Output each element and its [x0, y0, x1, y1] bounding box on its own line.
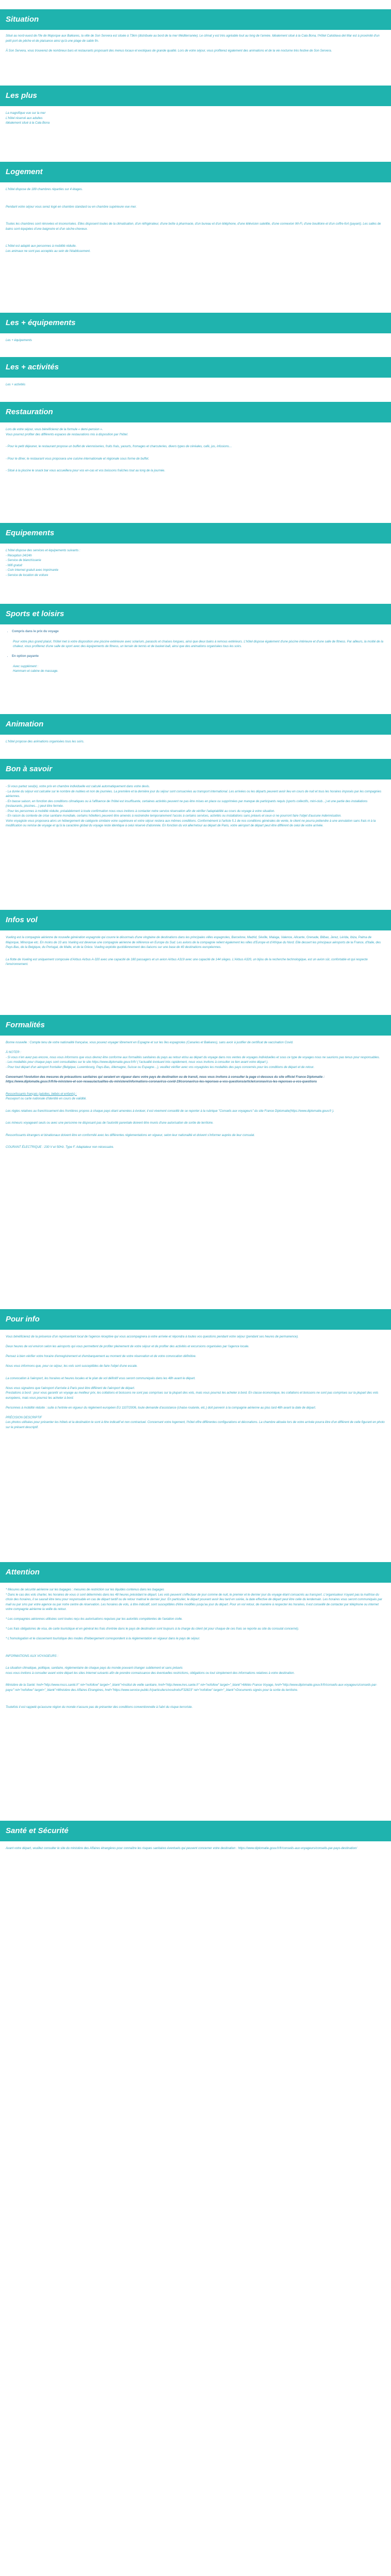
- paragraph: INFORMATIONS AUX VOYAGEURS :: [6, 1654, 59, 1658]
- paragraph: Toutefois il est rappelé qu'aucune région du monde n'assure pas de présenter des conditions conventionnelle à l'abri du risque terroriste.: [6, 1706, 193, 1709]
- activites-plus-content: [6, 383, 385, 393]
- plus-content: [6, 111, 385, 126]
- logement-content: [6, 188, 385, 259]
- sante-content: [6, 1846, 385, 1856]
- paragraph: Hammam et cabine de massage.: [13, 670, 59, 673]
- paragraph: Nous vous signalons que l'aéroport d'arrivée à Paris peut être différent de l'aéroport de départ.: [6, 1386, 135, 1390]
- sports-content: [6, 630, 385, 679]
- paragraph: - En raison du contexte de crise sanitaire mondiale, certains hôtelliers peuvent être amenés à restreindre temporairement l'accès à certains services, activités ou installations sans préavis et ceux-ci ne pourront faire l'objet d'aucune indemnisation.: [6, 815, 342, 818]
- section-title: Infos vol: [6, 916, 38, 924]
- paragraph: - Pour le dîner, le restaurant vous proposera une cuisine internationale et régionale sous forme de buffet.: [6, 457, 150, 461]
- paragraph: Vous pourrez profiter des différents espaces de restaurations mis à disposition par l'hôtel.: [6, 433, 128, 436]
- paragraph: Vous bénéficierez de la présence d'un représentant local de l'agence réceptive qui vous accompagnera à votre arrivée et répondra à toutes vos questions pendant votre séjour (pendant ses heures de permanence).: [6, 1335, 299, 1338]
- situation-content: [6, 34, 385, 59]
- section-title: Attention: [6, 1568, 40, 1577]
- list-item: - Wifi gratuit: [6, 564, 22, 567]
- paragraph: À NOTER :: [6, 1051, 22, 1054]
- paragraph: Situé au nord-ouest de l'île de Majorque aux Baléares, la ville de Son Servera est située à 73km (distribuée au bord de la mer Méditerranée). Le climat y est très agréable tout au long de l'année. Idéalement situé à la Cala Bona, l'Hôtel Caloblava del Mar est à proximité d'un petit port de pêche et de plaisance ainsi qu'à une plage de sable fin.: [6, 35, 380, 43]
- section-header-animation: [0, 714, 391, 735]
- section-title: Logement: [6, 167, 43, 176]
- paragraph: * Les frais obligatoires de visa, de carte touristique et en général les frais d'entrée dans le pays de destination sont toujours à la charge du client (et pour chaque de ces frais se reporte au site du consulat concerné).: [6, 1628, 299, 1631]
- paragraph: COURANT ÉLECTRIQUE : 230 V et 50Hz. Type F. Adaptateur non nécessaire.: [6, 1146, 114, 1149]
- section-header-sante: [0, 1821, 391, 1841]
- section-title: Santé et Sécurité: [6, 1826, 69, 1835]
- paragraph: * Dans le cas des vols charter, les horaires de vous ci sont déterminés dans les 48 heures précédant le départ. Les vols peuvent s'effectuer de jour comme de nuit, le premier et le dernier jour du voyage étant consacrés au transport. L'organisateur n'ayant pas la maîtrise du choix des horaires, il se saurait être tenu pour responsable en cas de départ tardif ou de retour matinal le dernier jour. En particulier, le départ pouvant avoir lieu tard en soirée, la date effective de départ peut être celle du lendemain. Les horaires vous seront communiqués par mail ou par sms par votre agence ou par notre centre de réservation. Les horaires de vols, à titre indicatif, sont susceptibles d'être modifiés jusqu'au jour du départ. Pour un vol retour, de manière à respecter les horaires, il est conseillé de contacter par téléphone ou internet votre compagnie aérienne la veille du retour.: [6, 1593, 382, 1611]
- paragraph: - En basse saison, en fonction des conditions climatiques ou à l'affluence de l'hôtel est insuffisante, certaines activités peuvent ne pas être mises en place ou supprimées par manque de participants requis (sports collectifs, mini-club…) et une partie des installations (restaurants, piscines…) peut être fermée.: [6, 800, 368, 808]
- section-header-sports: [0, 604, 391, 624]
- paragraph: L'hôtel dispose des services et équipements suivants :: [6, 549, 80, 552]
- section-title: Les + activités: [6, 363, 59, 371]
- list-item: - Réception 24/24h: [6, 554, 32, 557]
- section-header-formalites: [0, 1015, 391, 1036]
- section-header-restauration: [0, 402, 391, 422]
- paragraph: Toutes les chambres sont rénovées et insonorisées. Elles disposent toutes de la climatisation, d'un réfrigérateur, d'une boîte à pharmacie, d'un bureau et d'un téléphone, d'une télévision satellite, d'une connexion Wi-Fi, d'une bouilloire et d'un coffre-fort (payant). Les salles de bains sont équipées d'une baignoire et d'un sèche-cheveux.: [6, 223, 381, 231]
- equipements-content: [6, 549, 385, 578]
- section-title: Les + équipements: [6, 318, 76, 327]
- paragraph: Ressortissants étrangers et binationaux doivent être en conformité avec les différentes réglementations en vigueur, selon leur nationalité et doivent s'informer auprès de leur consulat.: [6, 1133, 255, 1137]
- subheading: • Compris dans le prix du voyage: [12, 630, 385, 635]
- section-header-savoir: [0, 759, 391, 779]
- paragraph: Concernant l'évolution des mesures de précautions sanitaires qui seraient en vigueur dans votre pays de destination ou de transit, nous vous invitons à consulter la page ci-dessous du site officiel France Diplomatie :: [6, 1075, 325, 1079]
- equipements-plus-content: [6, 338, 385, 348]
- restauration-content: [6, 428, 385, 479]
- paragraph: La situation climatique, politique, sanitaire, réglementaire de chaque pays du monde pouvant changer subitement et sans préavis: [6, 1667, 183, 1670]
- paragraph: - La durée du séjour est calculée sur le nombre de nuitées et non de journées. La première et la dernière jour du séjour sont consacrées au transport international. Les arrivées ou les départs peuvent avoir lieu en cours de nuit et tous les horaires imposés par les compagnies aériennes.: [6, 790, 382, 798]
- paragraph[interactable]: * Mesures de sécurité aérienne sur les bagages : mesures de restriction sur les liquides contenus dans les bagages: [6, 1588, 165, 1591]
- paragraph: Passeport ou carte nationale d'identité en cours de validité.: [6, 1097, 87, 1100]
- section-header-logement: [0, 162, 391, 182]
- paragraph: À Son Servera, vous trouverez de nombreux bars et restaurants proposant des menus locaux et exotiques de grande qualité. Lors de votre séjour, vous profiterez également des animations et de la vie nocturne très festive de Son Servera.: [6, 49, 332, 53]
- paragraph: Avant votre départ, veuillez consulter le site du ministère des Affaires étrangères pour connaître les risques sanitaires éventuels qui peuvent concerner votre destination : https://www.diplomatie.gouv.fr/fr/conseils-aux-voyageurs/conseils-par-pays-destination/: [6, 1847, 357, 1850]
- section-title: Restauration: [6, 408, 53, 416]
- section-title: Animation: [6, 720, 44, 728]
- list-item: - Service de location de voiture: [6, 573, 48, 577]
- paragraph: nous vous invitons à consulter avant votre départ les sites Internet suivants afin de prendre connaissance des éventuelles restrictions, obligations ou tout simplement des informations relatives à votre destination.: [6, 1671, 295, 1675]
- paragraph: Bonne nouvelle : Compte tenu de votre nationalité française, vous pouvez voyager librement en Espagne et sur les îles espagnoles (Canaries et Baléares), sans avoir à justifier de certificat de vaccination Covid.: [6, 1041, 294, 1044]
- paragraph: Les règles relatives au franchissement des frontières propres à chaque pays étant amenées à évoluer, il est vivement conseillé de se reporter à la rubrique "Conseils aux voyageurs" du site France Diplomatie(https://www.diplomatie.gouv.fr ).: [6, 1109, 334, 1113]
- paragraph: Vueling est la compagnie aérienne de nouvelle génération espagnole qui couvre le désormais d'une vingtaine de destinations dans les principales villes espagnoles, Barcelone, Madrid, Séville, Malaga, Valence, Alicante, Grenade, Bilbao, Jerez, Lérida, Ibiza, Palma de Majorque, Minorque etc. En moins de 10 ans Vueling est devenue une compagnie aérienne de référence en Europe du Sud. Les avions de la compagnie relient également les villes d'Europe et d'Afrique du Nord. Elle dessert les principaux aéroports de la France, d'Italie, des Pays-Bas, de la Belgique, du Portugal, de Malte, et de la Grèce. Vueling exploite quotidiennement des liaisons sur une base de 40 destinations européennes.: [6, 936, 381, 949]
- paragraph: Prestations à bord : pour vous garantir un voyage au meilleur prix, les collations et boissons ne sont pas comprises sur la plupart des vols, mais vous pourrez les acheter à bord. En classe économique, les collations et boissons ne sont pas comprises sur la plupart des vols européens, mais vous pourrez les acheter à bord.: [6, 1392, 379, 1400]
- paragraph: Les + activités: [6, 383, 26, 386]
- paragraph: - Si vous partez seul(e), votre prix en chambre individuelle est calculé automatiquement dans votre devis.: [6, 785, 150, 788]
- list-item: - Service de blanchisserie: [6, 559, 41, 562]
- paragraph: Ressortissants français (adultes, bébés et enfants) :: [6, 1092, 77, 1096]
- paragraph: Votre voyagiste vous proposera alors un hébergement de catégorie similaire voire supérieure et votre séjour restera aux mêmes conditions. Conformément à l'article 5.1 de nos conditions générales de vente, le client ne pourra prétendre à une annulation sans frais ni à la modification ou remise de voyage et qu'à la caractère global du voyage reste identique à celui réservé d'abonnée. En fonction du vol aller/retour au départ de Paris, votre aéroport de départ peut être différent de celui de votre arrivée.: [6, 819, 376, 827]
- paragraph: Les + équipements: [6, 339, 32, 342]
- paragraph: L'hôtel est adapté aux personnes à mobilité réduite.: [6, 245, 77, 248]
- list-item: La magnifique vue sur la mer: [6, 112, 46, 115]
- paragraph: Pendant votre séjour vous serez logé en chambre standard ou en chambre supérieure vue mer.: [6, 205, 137, 209]
- section-header-vol: [0, 910, 391, 930]
- useful-links[interactable]: Ministère de la Santé: href="http://www.mscs.santé.fr" rel="nofollow" target="_blank">Institut de veille sanitaire, href="http://www.invs.sante.fr" rel="nofollow" target="_blank">Météo France Voyage, href="http://www.diplomatie.gouv.fr/fr/conseils-aux-voyageurs/conseils-par-pays/" rel="nofollow" target="_blank">Ministère des Affaires Etrangères, href="https://www.service-public.fr/particuliers/vosdroits/F32823" rel="nofollow" target="_blank">Documents signés pour la sortie du territoire.: [6, 1684, 378, 1692]
- subheading: • En option payante: [12, 654, 385, 659]
- paragraph: - Si vous n'en avez pas encore, nous vous informons que vous devrez être conforme aux formalités sanitaires du pays au retour et/ou au départ du voyage dans nos ventes de voyages individuelles et sous ce type de voyages nous ne saurions pas tenus pour responsables.: [6, 1056, 380, 1059]
- paragraph: La convocation à l'aéroport, les horaires et heures locales et le plan de vol définitif vous seront communiqués dans les 48h avant le départ.: [6, 1377, 196, 1380]
- vol-content: [6, 936, 385, 972]
- paragraph: PRÉCISION DESCRIPTIF: [6, 1416, 42, 1419]
- section-title: Formalités: [6, 1021, 45, 1029]
- section-header-activites-plus: [0, 357, 391, 378]
- paragraph: Personnes à mobilité réduite : suite à l'entrée en vigueur du règlement européen EU 1107/2006, toute demande d'assistance (chaise roulante, etc.) doit parvenir à la compagnie aérienne au plus tard 48h avant la date de départ.: [6, 1406, 316, 1410]
- section-header-pourinfo: [0, 1309, 391, 1330]
- section-header-plus: [0, 86, 391, 106]
- savoir-content: [6, 785, 385, 834]
- list-item: Idéalement situé à la Cala Bona: [6, 122, 50, 125]
- paragraph: Les animaux ne sont pas acceptés au sein de l'établissement.: [6, 249, 91, 253]
- section-title: Equipements: [6, 529, 55, 537]
- paragraph: Nous vous informons que, pour ce séjour, les vols sont susceptibles de faire l'objet d'une escale.: [6, 1365, 138, 1368]
- animation-content: [6, 740, 385, 750]
- paragraph: Pensez à bien vérifier votre horaire d'enregistrement et d'embarquement au moment de votre réservation et de votre convocation définitive.: [6, 1355, 197, 1358]
- paragraph: Lors de votre séjour, vous bénéficierez de la formule « demi-pension ».: [6, 428, 103, 431]
- paragraph: * Les compagnies aériennes utilisées sont toutes reçu les autorisations requises par les autorités compétentes de l'aviation civile.: [6, 1618, 183, 1621]
- section-header-equipements: [0, 523, 391, 544]
- paragraph: Avec supplément :: [13, 665, 39, 668]
- section-title: Situation: [6, 15, 39, 24]
- paragraph: L'hôtel propose des animations organisées tous les soirs.: [6, 740, 85, 743]
- formalites-content: [6, 1041, 385, 1155]
- list-item: - Coin Internet gratuit avec imprimante: [6, 569, 59, 572]
- section-title: Bon à savoir: [6, 765, 53, 773]
- paragraph: - Pour tout départ d'un aéroport frontalier (Belgique, Luxembourg, Pays-Bas, Allemagne, Suisse ou Espagne…), veuillez vérifier avec vos voyagistes les modalités des pays concernés pour les conditions de départ et de retour.: [6, 1065, 315, 1069]
- section-title: Sports et loisirs: [6, 609, 64, 618]
- paragraph: L'hôtel dispose de 189 chambres réparties sur 4 étages.: [6, 188, 83, 191]
- section-header-situation: [0, 9, 391, 30]
- pourinfo-content: [6, 1335, 385, 1435]
- paragraph: Deux heures de vol environ selon les aéroports qui vous permettent de profiter pleinement de votre séjour et de profiter des activités et excursions organisées par l'agence locale.: [6, 1345, 250, 1348]
- paragraph: Les mineurs voyageant seuls ou avec une personne ne disposant pas de l'autorité parentale doivent être munis d'une autorisation de sortie de territoire.: [6, 1122, 214, 1125]
- section-title: Les plus: [6, 91, 37, 100]
- paragraph: Les photos utilisées pour présenter les hôtels et la destination le sont à titre indicatif et non contractuel. Concernant votre logement, l'hôtel offre différentes configurations et décorations. La chambre allouée lors de votre arrivée pourra être d'un différent de celle figurant en photo sur le présent descriptif.: [6, 1421, 385, 1429]
- list-item: L'hôtel réservé aux adultes: [6, 116, 43, 120]
- paragraph: - Les modalités pour chaque pays sont consultables sur le site https://www.diplomatie.gouv.fr/fr/ ( l'actualité évoluant très rapidement, nous vous invitons à consulter ce lien avant votre départ ).: [6, 1061, 269, 1064]
- attention-content: [6, 1588, 385, 1715]
- paragraph: - Situé à la piscine le snack bar vous accueillera pour vos en-cas et vos boissons fraîches tout au long de la journée.: [6, 469, 166, 472]
- section-title: Pour info: [6, 1315, 40, 1324]
- paragraph: La flotte de Vueling est uniquement composée d'Airbus Airbus A-320 avec une capacité de 180 passagers et un avion Airbus A319 avec une capacité de 144 sièges. L'Airbus A320, un bijou de la recherche technologique, est un avion sûr, confortable et qui respecte l'environnement.: [6, 958, 368, 966]
- paragraph: Pour votre plus grand plaisir, l'hôtel met à votre disposition une piscine extérieure avec solarium, parasols et chaises longues, ainsi que deux bains à remous extérieurs. L'hôtel dispose également d'une piscine intérieure et d'une salle de fitness. Par ailleurs, la moitié de la chaleur, vous profiterez d'une salle de sport avec des équipements de fitness, un terrain de tennis et de basket-ball, ainsi que des animations organisées tous les soirs.: [13, 640, 383, 648]
- section-header-attention: [0, 1562, 391, 1583]
- diplomatie-link[interactable]: https://www.diplomatie.gouv.fr/fr/le-ministere-et-son-reseau/actualites-du-ministere/informations-coronavirus-covid-19/coronavirus-les-reponses-a-vos-questions/article/coronavirus-les-reponses-a-vos-questions: [6, 1080, 317, 1083]
- paragraph: - Pour les personnes à mobilité réduite, préalablement à toute confirmation nous vous invitons à contacter notre service réservation afin de vérifier l'adaptabilité au cours du voyage à votre situation.: [6, 809, 275, 813]
- paragraph: - Pour le petit déjeuner, le restaurant propose un buffet de viennoiseries, fruits frais, yaourts, fromages et charcuteries, divers types de céréales, café, jus, infusions…: [6, 445, 232, 448]
- section-header-equipements-plus: [0, 313, 391, 333]
- paragraph: * L'homologation et le classement touristique des modes d'hébergement correspondent à la réglementation en vigueur dans le pays de séjour.: [6, 1637, 200, 1640]
